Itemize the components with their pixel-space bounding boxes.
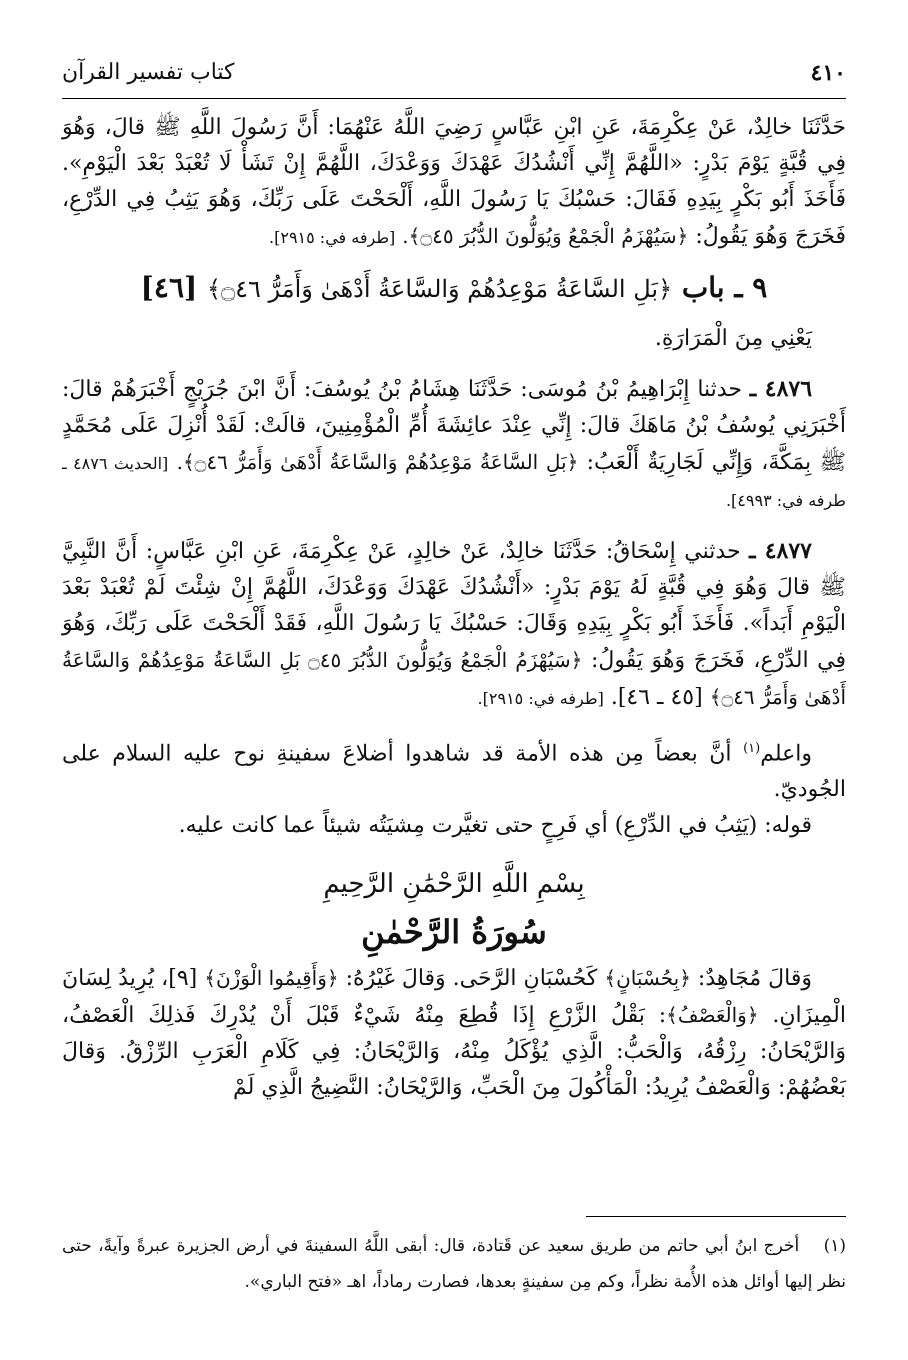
hadith-4877-ref: [طرفه في: ٢٩١٥]. xyxy=(477,689,604,708)
bab-heading xyxy=(62,270,846,307)
hadith-4877-verse-ref: [٤٥ ـ ٤٦]. xyxy=(610,685,703,710)
tafsir-part-1: وَقالَ مُجَاهِدٌ: xyxy=(697,966,812,992)
footnote-number: (١) xyxy=(823,1236,846,1256)
page-header xyxy=(62,58,846,94)
bab-number: ٩ ـ باب xyxy=(681,271,768,304)
tafsir-part-4: : بَقْلُ الزَّرْعِ إِذَا قُطِعَ مِنْهُ شَيْءٌ قَبْلَ أَنْ يُدْرِكَ فَذلِكَ الْعَصْفُ، وَالرَّيْحَانُ: رِزْقُهُ، وَالْحَبُّ: الَّذِي يُؤْكَلُ مِنْهُ، وَالرَّيْحَانُ: فِي كَلَامِ الْعَرَبِ الرِّزْقُ. وَقالَ بَعْضُهُمْ: وَالْعَصْفُ يُرِيدُ: الْمَأْكُولَ مِنَ الْحَبِّ، وَالرَّيْحَانُ: النَّضِيجُ الَّذِي لَمْ xyxy=(62,1003,846,1101)
basmala: بِسْمِ اللَّهِ الرَّحْمَٰنِ الرَّحِيمِ xyxy=(323,869,585,900)
tafsir-quran-2: ﴿وَأَقِيمُوا الْوَزْنَ﴾ xyxy=(204,966,339,991)
tafsir-paragraph xyxy=(62,960,846,1106)
footnote-marker[interactable]: (١) xyxy=(743,741,761,756)
hadith-4877-quran: ﴿سَيُهْزَمُ الْجَمْعُ وَيُوَلُّونَ الدُّبُرَ ۝٤٥ بَلِ السَّاعَةُ مَوْعِدُهُمْ وَالسَّاعَةُ أَدْهَىٰ وَأَمَرُّ ۝٤٦﴾ xyxy=(62,648,846,709)
footnote-text: أخرج ابنُ أبي حاتم من طريق سعيد عن قَتادة، قال: أبقى اللَّهُ السفينةَ في أرض الجزيرة عبرةً وآيةً، حتى نظر إليها أوائل هذه الأُمة نظراً، وكم مِن سفينةٍ بعدها، فصارت رماداً، اهـ «فتح الباري». xyxy=(62,1236,846,1292)
hadith-4876 xyxy=(62,371,846,519)
tafsir-verse-ref: [٩]، xyxy=(161,966,198,992)
page-body xyxy=(62,110,846,1106)
qawluhu-paragraph: قوله: (يَثِبُ في الدِّرْعِ) أي فَرِحٍ حتى تغيَّرت مِشيَتُه شيئاً عما كانت عليه. xyxy=(178,813,812,839)
commentary-text-after: أنَّ بعضاً مِن هذه الأمة قد شاهدوا أضلاعَ سفينةِ نوح عليه السلام على الجُوديّ. xyxy=(62,741,846,803)
intro-ref: [طرفه في: ٢٩١٥]. xyxy=(269,228,396,247)
header-rule xyxy=(62,98,846,99)
tafsir-part-2: كَحُسْبَانِ الرَّحَى. وَقالَ غَيْرُهُ: xyxy=(345,966,598,992)
ya3ni-line: يَعْنِي مِنَ الْمَرَارَةِ. xyxy=(654,326,812,351)
commentary-paragraph xyxy=(62,731,846,808)
intro-text: حَدَّثَنَا خالِدٌ، عَنْ عِكْرِمَةَ، عَنِ ابْنِ عَبَّاسٍ رَضِيَ اللَّهُ عَنْهُمَا: أَنَّ رَسُولَ اللَّهِ ﷺ قالَ، وَهُوَ فِي قُبَّةٍ يَوْمَ بَدْرٍ: «اللَّهُمَّ إِنِّي أَنْشُدُكَ عَهْدَكَ وَوَعْدَكَ، اللَّهُمَّ إِنْ تَشَأْ لَا تُعْبَدْ بَعْدَ الْيَوْمِ». فَأَخَذَ أَبُو بَكْرٍ بِيَدِهِ فَقَالَ: حَسْبُكَ يَا رَسُولَ اللَّهِ، أَلْحَحْتَ عَلَى رَبِّكَ، وَهُوَ يَثِبُ فِي الدِّرْعِ، فَخَرَجَ وَهُوَ يَقُولُ: xyxy=(62,115,846,249)
intro-quran: ﴿سَيُهْزَمُ الْجَمْعُ وَيُوَلُّونَ الدُّبُرَ ۝٤٥﴾. xyxy=(402,224,689,248)
book-name: كتاب تفسير القرآن xyxy=(62,60,235,85)
tafsir-part-3: يُرِيدُ لِسَانَ الْمِيزَانِ. xyxy=(62,966,846,1029)
hadith-4877 xyxy=(62,533,846,717)
hadith-4876-ref: [الحديث ٤٨٧٦ ـ طرفه في: ٤٩٩٣]. xyxy=(62,454,846,510)
tafsir-quran-3: ﴿وَالْعَصْفُ﴾ xyxy=(666,1003,759,1028)
bab-verse-ref: [٤٦] xyxy=(140,271,198,304)
commentary-text-before: واعلم xyxy=(760,741,812,767)
hadith-4877-text: حدثني إِسْحَاقُ: حَدَّثَنَا خالِدٌ، عَنْ خالِدٍ، عَنْ عِكْرِمَةَ، عَنِ ابْنِ عَبَّاسٍ: أَنَّ النَّبِيَّ ﷺ قالَ وَهُوَ فِي قُبَّةٍ لَهُ يَوْمَ بَدْرٍ: «أَنْشُدُكَ عَهْدَكَ وَوَعْدَكَ، اللَّهُمَّ إِنْ شِئْتَ لَمْ تُعْبَدْ بَعْدَ الْيَوْمِ أَبَداً». فَأَخَذَ أَبُو بَكْرٍ بِيَدِهِ وَقَالَ: حَسْبُكَ يَا رَسُولَ اللَّهِ، فَقَدْ أَلْحَحْتَ عَلَى رَبِّكَ، وَهُوَ فِي الدِّرْعِ، فَخَرَجَ وَهُوَ يَقُولُ: xyxy=(62,539,847,673)
footnote xyxy=(62,1228,846,1300)
hadith-4877-number: ٤٨٧٧ ـ xyxy=(749,538,812,564)
bab-quran: ﴿بَلِ السَّاعَةُ مَوْعِدُهُمْ وَالسَّاعَةُ أَدْهَىٰ وَأَمَرُّ ۝٤٦﴾ xyxy=(207,275,673,303)
book-page xyxy=(62,48,846,1338)
hadith-4876-text: حدثنا إِبْرَاهِيمُ بْنُ مُوسَى: حَدَّثَنَا هِشَامُ بْنُ يُوسُفَ: أَنَّ ابْنَ جُرَيْجٍ أَخْبَرَهُمْ قالَ: أَخْبَرَنِي يُوسُفُ بْنُ مَاهَكَ قالَ: إِنِّي عِنْدَ عائِشَةَ أُمِّ الْمُؤْمِنِينَ، قالَتْ: لَقَدْ أُنْزِلَ عَلَى مُحَمَّدٍ ﷺ بِمَكَّةَ، وَإِنِّي لَجَارِيَةٌ أَلْعَبُ: xyxy=(62,377,847,475)
footnote-rule xyxy=(586,1216,846,1217)
page-number: ٤١٠ xyxy=(810,60,846,86)
hadith-4876-quran: ﴿بَلِ السَّاعَةُ مَوْعِدُهُمْ وَالسَّاعَةُ أَدْهَىٰ وَأَمَرُّ ۝٤٦﴾. xyxy=(176,450,579,474)
surah-title: سُورَةُ الرَّحْمٰنِ xyxy=(361,913,547,952)
hadith-4876-number: ٤٨٧٦ ـ xyxy=(749,376,813,402)
intro-paragraph xyxy=(62,110,846,256)
tafsir-quran-1: ﴿بِحُسْبَانٍ﴾ xyxy=(604,966,691,991)
